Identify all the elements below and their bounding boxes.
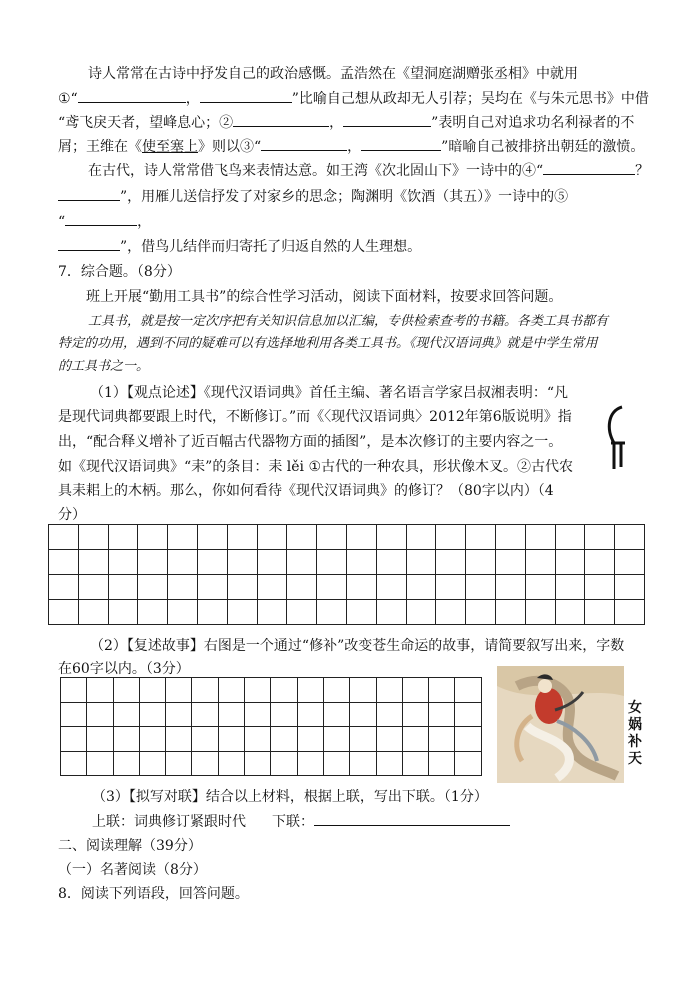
grid-cell[interactable] xyxy=(192,751,218,776)
grid-cell[interactable] xyxy=(323,678,349,703)
grid-cell[interactable] xyxy=(350,702,376,727)
grid-cell[interactable] xyxy=(406,600,436,625)
text: “ xyxy=(58,214,66,230)
grid-cell[interactable] xyxy=(317,600,347,625)
grid-cell[interactable] xyxy=(585,575,615,600)
grid-cell[interactable] xyxy=(78,525,108,550)
text: ”表明自己对追求功名利禄者的不 xyxy=(431,115,635,131)
grid-cell[interactable] xyxy=(406,525,436,550)
grid-cell[interactable] xyxy=(192,702,218,727)
grid-row xyxy=(49,550,645,575)
text: 》则以③“ xyxy=(198,139,262,155)
material-line: 的工具书之一。 xyxy=(58,359,150,374)
grid-cell[interactable] xyxy=(245,727,271,752)
grid-cell[interactable] xyxy=(192,727,218,752)
part1-line: （1）【观点论述】《现代汉语词典》首任主编、著名语言学家吕叔湘表明：“凡 xyxy=(90,385,569,401)
grid-cell[interactable] xyxy=(257,550,287,575)
para-line-2 xyxy=(58,88,649,109)
answer-blank[interactable] xyxy=(58,236,120,251)
para-line-7 xyxy=(58,211,151,232)
grid-cell[interactable] xyxy=(376,702,402,727)
material-line: 工具书，就是按一定次序把有关知识信息加以汇编，专供检索查考的书籍。各类工具书都有 xyxy=(88,314,609,329)
grid-cell[interactable] xyxy=(297,751,323,776)
grid-cell[interactable] xyxy=(376,727,402,752)
grid-cell[interactable] xyxy=(218,727,244,752)
grid-cell[interactable] xyxy=(257,575,287,600)
grid-cell[interactable] xyxy=(525,550,555,575)
part3-line: （3）【拟写对联】结合以上材料，根据上联，写出下联。（1分） xyxy=(92,789,488,805)
grid-cell[interactable] xyxy=(495,600,525,625)
part2-line: （2）【复述故事】右图是一个通过“修补”改变苍生命运的故事，请简要叙写出来，字数 xyxy=(90,638,625,654)
grid-cell[interactable] xyxy=(376,600,406,625)
caption-text: 女 娲 补 天 xyxy=(628,700,642,767)
answer-blank[interactable] xyxy=(261,136,347,151)
grid-cell[interactable] xyxy=(297,727,323,752)
grid-cell[interactable] xyxy=(376,678,402,703)
grid-cell[interactable] xyxy=(168,525,198,550)
grid-row xyxy=(49,525,645,550)
grid-cell[interactable] xyxy=(166,751,192,776)
answer-blank[interactable] xyxy=(58,186,120,201)
text: ？ xyxy=(635,163,650,179)
text: ， xyxy=(329,115,344,131)
grid-cell[interactable] xyxy=(406,550,436,575)
text: ”，用雁儿送信抒发了对家乡的思念；陶渊明《饮酒（其五）》一诗中的⑤ xyxy=(120,189,569,205)
grid-cell[interactable] xyxy=(615,550,645,575)
grid-cell[interactable] xyxy=(402,751,428,776)
text: “鸢飞戾天者，望峰息心；② xyxy=(58,115,234,131)
para-line-3 xyxy=(58,112,634,133)
grid-cell[interactable] xyxy=(138,575,168,600)
grid-cell[interactable] xyxy=(139,678,165,703)
grid-cell[interactable] xyxy=(555,525,585,550)
grid-cell[interactable] xyxy=(61,751,87,776)
grid-cell[interactable] xyxy=(197,575,227,600)
grid-cell[interactable] xyxy=(227,575,257,600)
grid-cell[interactable] xyxy=(166,678,192,703)
grid-cell[interactable] xyxy=(61,678,87,703)
grid-cell[interactable] xyxy=(406,575,436,600)
grid-cell[interactable] xyxy=(525,575,555,600)
couplet-lower-blank[interactable] xyxy=(314,811,510,826)
grid-cell[interactable] xyxy=(138,600,168,625)
grid-cell[interactable] xyxy=(49,525,79,550)
para-line-1 xyxy=(88,64,578,84)
grid-cell[interactable] xyxy=(376,751,402,776)
answer-blank[interactable] xyxy=(65,211,137,226)
part2-line: 在60字以内。（3分） xyxy=(58,661,190,677)
grid-cell[interactable] xyxy=(197,600,227,625)
grid-cell[interactable] xyxy=(317,550,347,575)
grid-cell[interactable] xyxy=(287,575,317,600)
grid-cell[interactable] xyxy=(466,575,496,600)
grid-cell[interactable] xyxy=(245,702,271,727)
grid-cell[interactable] xyxy=(376,550,406,575)
grid-cell[interactable] xyxy=(376,525,406,550)
text: ， xyxy=(185,91,200,107)
grid-cell[interactable] xyxy=(317,575,347,600)
underlined-title: 使至塞上 xyxy=(142,139,198,155)
grid-cell[interactable] xyxy=(297,678,323,703)
text: ， xyxy=(347,139,362,155)
grid-cell[interactable] xyxy=(113,727,139,752)
grid-cell[interactable] xyxy=(87,727,113,752)
grid-cell[interactable] xyxy=(139,751,165,776)
grid-cell[interactable] xyxy=(455,702,481,727)
grid-cell[interactable] xyxy=(113,702,139,727)
grid-cell[interactable] xyxy=(555,550,585,575)
nuwa-caption xyxy=(628,700,642,768)
grid-cell[interactable] xyxy=(49,550,79,575)
grid-cell[interactable] xyxy=(287,550,317,575)
grid-cell[interactable] xyxy=(525,525,555,550)
answer-blank[interactable] xyxy=(200,88,292,103)
grid-cell[interactable] xyxy=(87,678,113,703)
grid-cell[interactable] xyxy=(346,525,376,550)
grid-cell[interactable] xyxy=(350,751,376,776)
part1-line: 出，“配合释义增补了近百幅古代器物方面的插图”，是本次修订的主要内容之一。 xyxy=(58,434,563,450)
grid-cell[interactable] xyxy=(113,678,139,703)
grid-cell[interactable] xyxy=(436,600,466,625)
text: ”，借鸟儿结伴而归寄托了归返自然的人生理想。 xyxy=(120,239,422,255)
grid-cell[interactable] xyxy=(138,525,168,550)
grid-cell[interactable] xyxy=(138,550,168,575)
grid-cell[interactable] xyxy=(346,575,376,600)
grid-cell[interactable] xyxy=(166,727,192,752)
grid-cell[interactable] xyxy=(429,727,455,752)
grid-cell[interactable] xyxy=(218,678,244,703)
grid-cell[interactable] xyxy=(108,600,138,625)
part1-line: 如《现代汉语词典》“耒”的条目：耒 lěi ①古代的一种农具，形状像木叉。②古代农 xyxy=(58,459,574,475)
text: 在古代，诗人常常借飞鸟来表情达意。如王湾《次北固山下》一诗中的④“ xyxy=(88,163,544,179)
grid-cell[interactable] xyxy=(455,751,481,776)
grid-cell[interactable] xyxy=(168,600,198,625)
para-line-6 xyxy=(58,186,568,207)
grid-cell[interactable] xyxy=(455,727,481,752)
grid-cell[interactable] xyxy=(113,751,139,776)
grid-cell[interactable] xyxy=(466,550,496,575)
grid-cell[interactable] xyxy=(585,525,615,550)
section-heading: 二、阅读理解（39分） xyxy=(58,838,202,854)
grid-cell[interactable] xyxy=(168,550,198,575)
grid-cell[interactable] xyxy=(227,550,257,575)
answer-blank[interactable] xyxy=(78,88,186,103)
grid-row xyxy=(61,702,482,727)
grid-cell[interactable] xyxy=(376,575,406,600)
grid-cell[interactable] xyxy=(245,678,271,703)
grid-cell[interactable] xyxy=(168,575,198,600)
grid-cell[interactable] xyxy=(257,600,287,625)
grid-cell[interactable] xyxy=(271,702,297,727)
grid-cell[interactable] xyxy=(271,727,297,752)
grid-cell[interactable] xyxy=(466,600,496,625)
grid-cell[interactable] xyxy=(139,727,165,752)
answer-blank[interactable] xyxy=(543,160,635,175)
text: ， xyxy=(137,214,152,230)
grid-cell[interactable] xyxy=(495,550,525,575)
grid-cell[interactable] xyxy=(585,550,615,575)
grid-cell[interactable] xyxy=(139,702,165,727)
grid-cell[interactable] xyxy=(429,751,455,776)
part1-line: 是现代词典都要跟上时代，不断修订。”而《〈现代汉语词典〉2012年第6版说明》指 xyxy=(58,409,572,425)
grid-cell[interactable] xyxy=(323,727,349,752)
grid-cell[interactable] xyxy=(402,727,428,752)
part1-line: 分） xyxy=(58,507,86,523)
material-line: 特定的功用，遇到不同的疑难可以有选择地利用各类工具书。《现代汉语词典》就是中学生常用 xyxy=(58,336,598,351)
grid-cell[interactable] xyxy=(317,525,347,550)
grid-cell[interactable] xyxy=(495,525,525,550)
grid-cell[interactable] xyxy=(218,702,244,727)
para-line-4 xyxy=(58,136,644,157)
couplet-line xyxy=(92,811,510,832)
writing-grid-60[interactable] xyxy=(60,677,482,776)
grid-cell[interactable] xyxy=(323,751,349,776)
q7-intro: 班上开展“勤用工具书”的综合性学习活动，阅读下面材料，按要求回答问题。 xyxy=(86,289,563,305)
grid-row xyxy=(61,727,482,752)
subsection-heading: （一）名著阅读（8分） xyxy=(58,862,207,878)
grid-cell[interactable] xyxy=(227,600,257,625)
nuwa-painting xyxy=(497,666,624,783)
grid-cell[interactable] xyxy=(108,525,138,550)
grid-cell[interactable] xyxy=(402,702,428,727)
grid-row xyxy=(49,600,645,625)
couplet-lower-label: 下联： xyxy=(272,814,314,830)
answer-blank[interactable] xyxy=(343,112,431,127)
grid-cell[interactable] xyxy=(495,575,525,600)
grid-cell[interactable] xyxy=(466,525,496,550)
text: ”比喻自己想从政却无人引荐；吴均在《与朱元思书》中借 xyxy=(291,91,649,107)
para-line-8 xyxy=(58,236,421,257)
grid-cell[interactable] xyxy=(287,525,317,550)
grid-cell[interactable] xyxy=(350,727,376,752)
grid-cell[interactable] xyxy=(227,525,257,550)
grid-cell[interactable] xyxy=(197,550,227,575)
grid-cell[interactable] xyxy=(287,600,317,625)
lei-tool-illustration xyxy=(600,403,634,475)
grid-cell[interactable] xyxy=(350,678,376,703)
writing-grid-80[interactable] xyxy=(48,524,645,625)
grid-cell[interactable] xyxy=(49,575,79,600)
grid-cell[interactable] xyxy=(271,751,297,776)
grid-row xyxy=(61,678,482,703)
text: 诗人常常在古诗中抒发自己的政治感慨。孟浩然在《望洞庭湖赠张丞相》中就用 xyxy=(88,66,578,82)
grid-cell[interactable] xyxy=(108,550,138,575)
para-line-5 xyxy=(88,160,649,181)
grid-cell[interactable] xyxy=(49,600,79,625)
grid-cell[interactable] xyxy=(402,678,428,703)
grid-cell[interactable] xyxy=(61,702,87,727)
grid-cell[interactable] xyxy=(218,751,244,776)
text: 屑；王维在《 xyxy=(58,139,142,155)
text: ①“ xyxy=(58,91,78,107)
grid-row xyxy=(49,575,645,600)
grid-cell[interactable] xyxy=(61,727,87,752)
q8-title: 8．阅读下列语段，回答问题。 xyxy=(58,886,249,902)
part1-line: 具耒耜上的木柄。那么，你如何看待《现代汉语词典》的修订？（80字以内）（4 xyxy=(58,483,554,499)
grid-cell[interactable] xyxy=(323,702,349,727)
grid-cell[interactable] xyxy=(78,575,108,600)
grid-cell[interactable] xyxy=(346,550,376,575)
grid-cell[interactable] xyxy=(78,600,108,625)
grid-cell[interactable] xyxy=(87,702,113,727)
grid-cell[interactable] xyxy=(245,751,271,776)
grid-cell[interactable] xyxy=(585,600,615,625)
grid-cell[interactable] xyxy=(297,702,323,727)
grid-cell[interactable] xyxy=(197,525,227,550)
grid-cell[interactable] xyxy=(615,600,645,625)
grid-cell[interactable] xyxy=(166,702,192,727)
grid-cell[interactable] xyxy=(555,575,585,600)
grid-cell[interactable] xyxy=(436,525,466,550)
grid-cell[interactable] xyxy=(257,525,287,550)
grid-cell[interactable] xyxy=(429,678,455,703)
grid-cell[interactable] xyxy=(455,678,481,703)
grid-cell[interactable] xyxy=(108,575,138,600)
couplet-upper: 上联：词典修订紧跟时代 xyxy=(92,814,246,830)
grid-cell[interactable] xyxy=(429,702,455,727)
text: ”暗喻自己被排挤出朝廷的激愤。 xyxy=(441,139,645,155)
grid-cell[interactable] xyxy=(192,678,218,703)
grid-cell[interactable] xyxy=(87,751,113,776)
q7-title: 7．综合题。（8分） xyxy=(58,264,181,280)
grid-cell[interactable] xyxy=(346,600,376,625)
grid-cell[interactable] xyxy=(436,575,466,600)
grid-cell[interactable] xyxy=(525,600,555,625)
answer-blank[interactable] xyxy=(361,136,441,151)
grid-cell[interactable] xyxy=(615,525,645,550)
grid-cell[interactable] xyxy=(78,550,108,575)
grid-cell[interactable] xyxy=(436,550,466,575)
grid-cell[interactable] xyxy=(271,678,297,703)
grid-row xyxy=(61,751,482,776)
grid-cell[interactable] xyxy=(555,600,585,625)
answer-blank[interactable] xyxy=(233,112,329,127)
grid-cell[interactable] xyxy=(615,575,645,600)
